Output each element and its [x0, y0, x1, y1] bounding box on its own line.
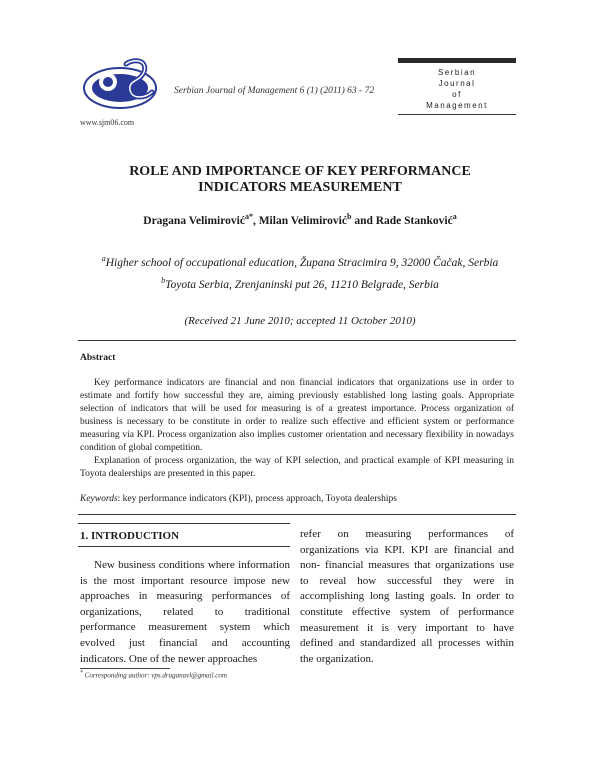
brand-line-2: Journal: [438, 79, 476, 88]
brand-line-1: Serbian: [437, 68, 477, 77]
keywords: [80, 494, 397, 504]
affiliation-sup: a: [101, 254, 106, 263]
author-1: Dragana Velimirović: [143, 214, 245, 227]
abstract-heading: Abstract: [80, 353, 116, 363]
author-list: [0, 212, 600, 227]
footnote-text: Corresponding author: vps.draganavl@gmail.com: [84, 671, 227, 680]
brand-underline: [398, 114, 516, 115]
brand-line-4: Management: [426, 101, 488, 110]
author-sep: ,: [252, 214, 259, 227]
divider: [78, 340, 516, 341]
divider: [78, 514, 516, 515]
journal-brand: [398, 58, 516, 115]
intro-right-column: [300, 527, 514, 667]
brand-bar: [398, 58, 516, 63]
keywords-text: : key performance indicators (KPI), process approach, Toyota dealerships: [117, 494, 397, 504]
affiliation-a: [0, 250, 600, 272]
journal-url[interactable]: www.sjm06.com: [80, 118, 135, 127]
author-3: Rade Stanković: [375, 214, 453, 227]
section-heading: 1. INTRODUCTION: [80, 530, 180, 542]
received-dates: (Received 21 June 2010; accepted 11 October 2010): [184, 315, 416, 327]
column-rule: [78, 546, 290, 547]
affiliations: [0, 250, 600, 294]
affiliation-sup: b: [161, 275, 166, 285]
intro-left-column: [80, 558, 290, 667]
footnote-marker: *: [80, 670, 83, 676]
abstract-paragraph-2: Explanation of process organization, the way of KPI selection, and practical example of KPI measuring in Toyota dealerships are presented in this paper.: [80, 456, 514, 479]
intro-left-text: New business conditions where information is the most important resource impose new approaches in measuring performances of organizations, related to traditional performance measurement system which evolved just financial and accounting indicators. One of the newer approaches: [80, 559, 290, 665]
footnote-rule: [80, 668, 170, 669]
affiliation-b: [0, 272, 600, 294]
author-3-sup: a: [452, 212, 457, 221]
paper-title: [0, 164, 600, 196]
brand-line-3: of: [452, 90, 462, 99]
journal-reference: Serbian Journal of Management 6 (1) (2011) 63 - 72: [174, 86, 375, 96]
keywords-label: Keywords: [80, 494, 118, 504]
column-rule: [78, 523, 290, 524]
footnote: [80, 670, 227, 679]
author-sep: and: [351, 214, 376, 227]
author-2: Milan Velimirović: [258, 214, 347, 227]
abstract-body: [80, 377, 514, 481]
title-line-1: ROLE AND IMPORTANCE OF KEY PERFORMANCE: [129, 164, 471, 179]
affiliation-text: Higher school of occupational education, Županа Stracimira 9, 32000 Čačak, Serbia: [105, 256, 499, 269]
author-1-sup: a*: [244, 212, 253, 221]
journal-logo: [82, 56, 164, 114]
author-2-sup: b: [346, 212, 352, 221]
title-line-2: INDICATORS MEASUREMENT: [198, 180, 402, 195]
abstract-paragraph-1: Key performance indicators are financial and non financial indicators that organizations use in order to estimate and fortify how successful they are, aiming previously established long lasting goals. Appropriate selection of indicators that will be used for measuring is of a greatest importance. Process organization of business is necessary to be constitute in order to realize such effective and efficient system or performance measuring via KPI. Process organization also implies customer orientation and necessary flexibility in nowadays condition of global competition.: [80, 378, 514, 453]
intro-right-text: refer on measuring performances of organizations via KPI. KPI are financial and non- financial measures that organizations use to reveal how successful they were in accomplishing long lasting goals. In order to constitute effective system of performance measurement it is very important to have defined and standardized all processes within the organization.: [300, 528, 514, 665]
affiliation-text: Toyota Serbia, Zrenjaninski put 26, 11210 Belgrade, Serbia: [165, 278, 439, 291]
